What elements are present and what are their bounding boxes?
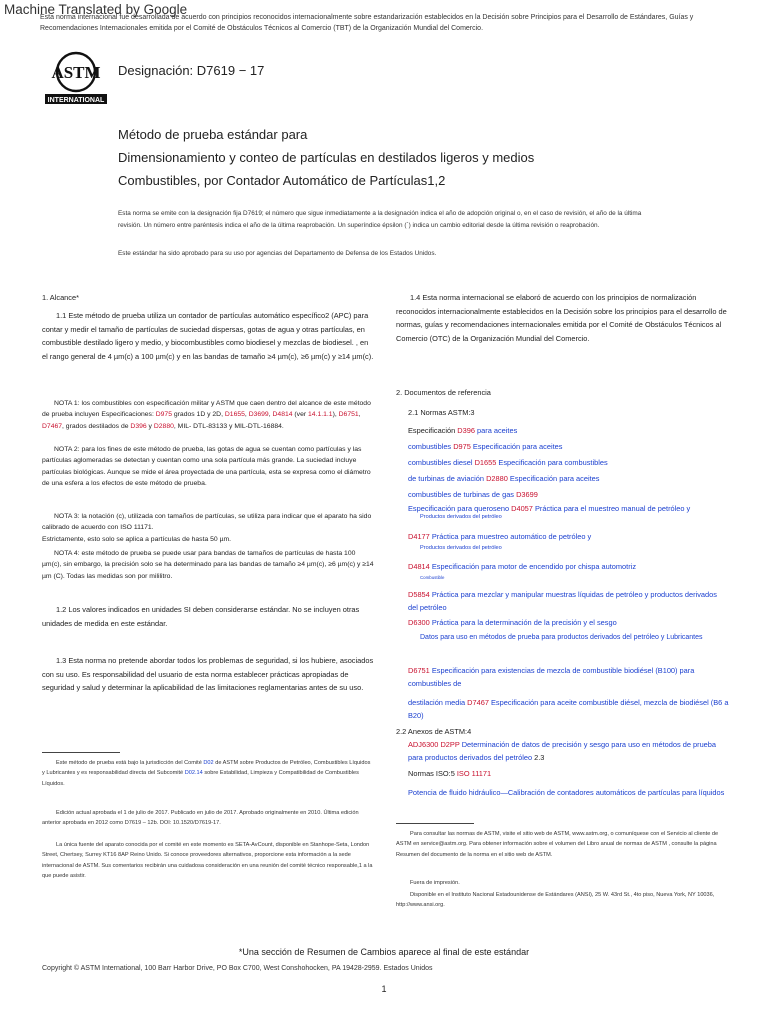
link-d6751[interactable]: D6751 [338,411,359,419]
note-4: NOTA 4: este método de prueba se puede usar para bandas de tamaños de partículas de hasta 100 µm(c), sin embargo, la precisión solo se ha determinado para las bandas de tamaño ≥4 µm(c), ≥6 µm(c) y ≥14 µm (C). Todas las medidas son por mililitro. [42,550,374,580]
note-1: NOTA 1: los combustibles con especificación militar y ASTM que caen dentro del alcance de este método de prueba incluyen Especificaciones: D975 grados 1D y 2D, D1655, D3699, D4814 (ver 14.1.1.1), D6751, D7467, grados destilados de D396 y D2880, MIL- DTL-83133 y MIL-DTL-16884. [42,400,371,430]
reference-d4177-sub: Productos derivados del petróleo [420,545,502,551]
defense-note: Este estándar ha sido aprobado para su uso por agencias del Departamento de Defensa de los Estados Unidos. [118,250,437,257]
link-ref-d1655[interactable]: D1655 [474,458,497,467]
reference-d975: combustibles D975 Especificación para aceites [408,442,563,451]
footnote-3: Para consultar las normas de ASTM, visite el sitio web de ASTM, www.astm.org, o comuníquese con el Servicio al cliente de ASTM en service@astm.org. Para obtener información sobre el volumen del Libro anual de normas de ASTM , consulte la página Resumen del documento de la norma en el sitio web de ASTM. [396,831,719,858]
link-d2880[interactable]: D2880 [153,422,174,430]
reference-d3699: combustibles de turbinas de gas D3699 [408,490,538,499]
astm-logo [42,50,110,106]
footnote-rule-right [396,823,474,824]
paragraph-1-4: 1.4 Esta norma internacional se elaboró de acuerdo con los principios de normalización reconocidos internacionalmente establecidos en la Decisión sobre los principios para el desarrollo de normas, guías y recomendaciones internacionales emitida por el Comité de Obstáculos Técnicos al Comercio (OTC) de la Organización Mundial del Comercio. [396,293,727,343]
reference-d7467: destilación media D7467 Especificación para aceite combustible diésel, mezcla de biodiésel (B6 a B20) [408,698,729,721]
link-ref-d2880[interactable]: D2880 [486,474,508,483]
reference-d4814-sub: Combustible [420,575,445,580]
link-ref-d5854[interactable]: D5854 [408,590,430,599]
title-line-1: Método de prueba estándar para [118,127,308,142]
link-committee-d02[interactable]: D02 [203,760,214,766]
note-2: NOTA 2: para los fines de este método de prueba, las gotas de agua se cuentan como partículas y las partículas aglomeradas se detectan y cuentan como una sola partícula más grande. La suciedad incluye partículas biológicas. Aunque se mide el área proyectada de una partícula, esta se expresa como el diámetro de una esfera a los efectos de este método de prueba. [42,446,371,488]
paragraph-1-1: 1.1 Este método de prueba utiliza un contador de partículas automático específico2 (APC) para contar y medir el tamaño de partículas de suciedad dispersas, gotas de agua y otras partículas, en combustible destilado ligero y medio, y biocombustibles como biodiesel y mezclas de biodiesel. , en el rango general de 4 µm(c) a 100 µm(c) y en las bandas de tamaño ≥4 µm(c), ≥6 µm(c) y ≥14 µm(c). [42,311,374,361]
astm-annexes-heading: 2.2 Anexos de ASTM:4 [396,727,472,736]
link-ref-d4057[interactable]: D4057 [511,504,533,513]
link-d975[interactable]: D975 [155,411,172,419]
link-ref-d3699[interactable]: D3699 [516,490,538,499]
summary-of-changes-note: *Una sección de Resumen de Cambios aparece al final de este estándar [238,947,530,957]
astm-logo-sub-text: INTERNATIONAL [47,97,105,104]
reference-d396: Especificación D396 para aceites [408,426,518,435]
machine-translated-banner: Machine Translated by Google [4,2,188,17]
link-ref-d4814[interactable]: D4814 [408,562,430,571]
iso-standards-heading: Normas ISO:5 ISO 11171 [408,769,492,778]
reference-adj6300: ADJ6300 D2PP Determinación de datos de precisión y sesgo para uso en métodos de prueba para productos derivados del petróleo 2.3 [408,740,717,763]
reference-iso-11171: Potencia de fluido hidráulico—Calibración de contadores automáticos de partículas para líquidos [408,788,725,797]
references-heading: 2. Documentos de referencia [396,388,491,397]
reference-d4057: Especificación para queroseno D4057 Práctica para el muestreo manual de petróleo y [408,504,691,513]
page-number: 1 [381,984,387,994]
reference-d4057-sub: Productos derivados del petróleo [420,514,502,520]
footnote-1: Este método de prueba está bajo la jurisdicción del Comité D02 de ASTM sobre Productos de Petróleo, Combustibles Líquidos y Lubricantes y es responsabilidad directa del Subcomité D02.14 sobre Estabilidad, Limpieza y Compatibilidad de Combustibles Líquidos. [42,760,371,787]
link-subcommittee-d02-14[interactable]: D02.14 [184,770,203,777]
title-line-3: Combustibles, por Contador Automático de Partículas1,2 [118,173,446,188]
paragraph-1-2: 1.2 Los valores indicados en unidades SI deben considerarse estándar. No se incluyen otras unidades de medida en este estándar. [42,605,360,628]
reference-d6300: D6300 Práctica para la determinación de la precisión y el sesgo [408,618,617,627]
link-d3699[interactable]: D3699 [248,411,269,419]
issue-note: Esta norma se emite con la designación fija D7619; el número que sigue inmediatamente a la designación indica el año de adopción original o, en el caso de revisión, el año de la última revisión. Un número entre paréntesis indica el año de la última reaprobación. Un superíndice épsilon (´) indica un cambio editorial desde la última revisión o reaprobación. [118,210,642,230]
reference-d1655: combustibles diesel D1655 Especificación para combustibles [408,458,608,467]
reference-d5854: D5854 Práctica para mezclar y manipular muestras líquidas de petróleo y productos derivados del petróleo [408,590,717,613]
reference-d4814: D4814 Especificación para motor de encendido por chispa automotriz [408,562,637,571]
reference-d6300-sub: Datos para uso en métodos de prueba para productos derivados del petróleo y Lubricantes [420,634,703,641]
reference-d6751: D6751 Especificación para existencias de mezcla de combustible biodiésel (B100) para combustibles de [408,666,695,689]
footnote-4: Fuera de impresión. [410,880,460,886]
note-3: NOTA 3: la notación (c), utilizada con tamaños de partículas, se utiliza para indicar que el aparato ha sido calibrado de acuerdo con ISO 11171. [42,513,372,532]
link-ref-adj6300[interactable]: ADJ6300 D2PP [408,740,460,749]
link-ref-d975[interactable]: D975 [453,442,471,451]
link-ref-d7467[interactable]: D7467 [467,698,489,707]
astm-logo-main-text: ASTM [51,63,101,82]
link-iso-11171[interactable]: ISO 11171 [456,769,492,778]
link-d4814[interactable]: D4814 [272,411,293,419]
reference-d4177: D4177 Práctica para muestreo automático de petróleo y [408,532,592,541]
paragraph-1-3: 1.3 Esta norma no pretende abordar todos los problemas de seguridad, si los hubiere, asociados con su uso. Es responsabilidad del usuario de esta norma establecer prácticas apropiadas de seguridad y salud y determinar la aplicabilidad de las limitaciones reglamentarias antes de su uso. [42,656,374,693]
designation: Designación: D7619 − 17 [118,63,265,78]
footnote-rule-left [42,752,120,753]
reference-d2880: de turbinas de aviación D2880 Especificación para aceites [408,474,600,483]
link-ref-d396[interactable]: D396 [457,426,475,435]
link-d396[interactable]: D396 [130,422,147,430]
astm-standards-heading: 2.1 Normas ASTM:3 [408,408,475,417]
link-d1655[interactable]: D1655 [224,411,245,419]
link-ref-d4177[interactable]: D4177 [408,532,430,541]
link-ref-d6300[interactable]: D6300 [408,618,430,627]
link-ref-d6751[interactable]: D6751 [408,666,430,675]
footnote-5: Disponible en el Instituto Nacional Estadounidense de Estándares (ANSI), 25 W. 43rd St., 4to piso, Nueva York, NY 10036, http://www.ansi.org. [396,892,715,909]
footnote-2: La única fuente del aparato conocida por el comité en este momento es SETA-AvCount, disponible en Stanhope-Seta, London Street, Chertsey, Surrey KT16 8AP Reino Unido. Si conoce proveedores alternativos, proporcione esta información a la sede internacional de ASTM. Sus comentarios recibirán una cuidadosa consideración en una reunión del comité técnico responsable,1 a la que puede asistir. [42,842,373,880]
scope-heading: 1. Alcance* [42,293,79,302]
title-line-2: Dimensionamiento y conteo de partículas en destilados ligeros y medios [118,150,535,165]
link-section-14-1-1-1[interactable]: 14.1.1.1 [308,411,333,419]
note-3-continued: Estrictamente, esto solo se aplica a partículas de hasta 50 µm. [42,536,232,543]
link-d7467[interactable]: D7467 [42,422,63,430]
international-standard-note: Esta norma internacional fue desarrollada de acuerdo con principios reconocidos internacionalmente sobre estandarización establecidos en la Decisión sobre Principios para el Desarrollo de Estándares, Guías y Recomendaciones Internacionales emitida por el Comité de Obstáculos Técnicos al Comercio (TBT) de la Organización Mundial del Comercio. [40,14,694,32]
copyright: Copyright © ASTM International, 100 Barr Harbor Drive, PO Box C700, West Conshohocken, PA 19428-2959. Estados Unidos [42,965,433,972]
footnote-edition: Edición actual aprobada el 1 de julio de 2017. Publicado en julio de 2017. Aprobado originalmente en 2010. Última edición anterior aprobada en 2012 como D7619 – 12b. DOI: 10.1520/D7619-17. [42,810,359,827]
